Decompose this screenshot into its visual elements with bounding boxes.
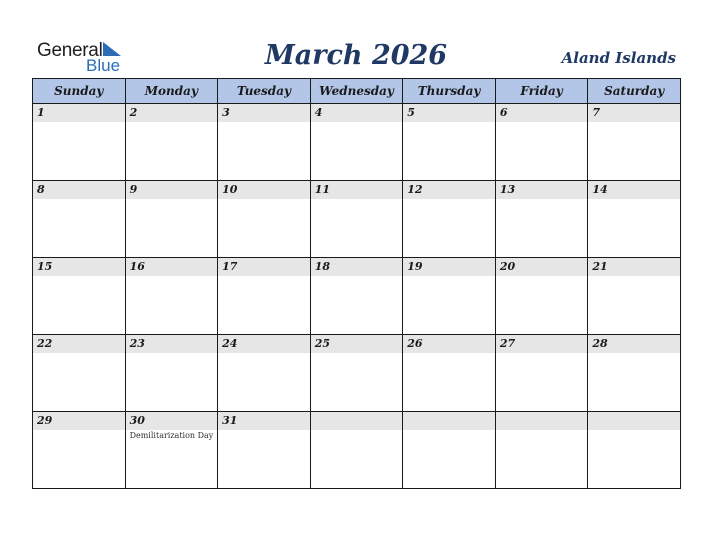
day-cell <box>125 181 218 258</box>
day-cell <box>495 104 588 181</box>
day-cell <box>403 181 496 258</box>
day-number: 4 <box>311 104 403 122</box>
day-cell <box>33 104 126 181</box>
day-number: 17 <box>218 258 310 276</box>
holiday-label: Demilitarization Day <box>129 431 214 440</box>
week-row <box>33 104 681 181</box>
day-cell <box>125 335 218 412</box>
logo-text-general: General <box>37 40 103 61</box>
day-cell <box>310 258 403 335</box>
day-number: 5 <box>403 104 495 122</box>
day-cell <box>495 181 588 258</box>
day-number: 19 <box>403 258 495 276</box>
page-title: March 2026 <box>264 40 448 71</box>
day-number: 21 <box>588 258 680 276</box>
day-number: 12 <box>403 181 495 199</box>
day-cell <box>588 335 681 412</box>
day-number: 14 <box>588 181 680 199</box>
day-number: 1 <box>33 104 125 122</box>
day-number: 20 <box>496 258 588 276</box>
day-cell <box>588 258 681 335</box>
day-cell <box>33 335 126 412</box>
day-number <box>311 412 403 430</box>
day-number: 7 <box>588 104 680 122</box>
day-cell <box>33 181 126 258</box>
day-cell <box>218 335 311 412</box>
day-number: 28 <box>588 335 680 353</box>
day-number: 11 <box>311 181 403 199</box>
day-cell <box>218 412 311 489</box>
weekday-friday: Friday <box>495 79 588 104</box>
day-cell <box>310 335 403 412</box>
day-cell <box>33 412 126 489</box>
weekday-thursday: Thursday <box>403 79 496 104</box>
day-cell <box>218 104 311 181</box>
day-cell <box>33 258 126 335</box>
day-number: 6 <box>496 104 588 122</box>
week-row <box>33 181 681 258</box>
day-number: 9 <box>126 181 218 199</box>
day-cell <box>125 412 218 489</box>
day-number: 30 <box>126 412 218 430</box>
day-cell <box>125 104 218 181</box>
day-cell <box>310 412 403 489</box>
day-number: 13 <box>496 181 588 199</box>
day-cell <box>218 258 311 335</box>
day-cell <box>588 104 681 181</box>
week-row <box>33 335 681 412</box>
day-number: 27 <box>496 335 588 353</box>
day-number: 23 <box>126 335 218 353</box>
day-number <box>588 412 680 430</box>
weekday-wednesday: Wednesday <box>310 79 403 104</box>
day-number: 24 <box>218 335 310 353</box>
day-cell <box>403 412 496 489</box>
week-row <box>33 258 681 335</box>
day-cell <box>403 258 496 335</box>
day-cell <box>310 104 403 181</box>
day-number: 25 <box>311 335 403 353</box>
day-number <box>496 412 588 430</box>
week-row <box>33 412 681 489</box>
day-number: 15 <box>33 258 125 276</box>
logo-text-blue: Blue <box>86 56 121 75</box>
day-number: 8 <box>33 181 125 199</box>
calendar-body <box>33 104 681 489</box>
day-cell <box>588 181 681 258</box>
day-cell <box>495 412 588 489</box>
calendar-grid <box>32 78 681 489</box>
day-cell <box>495 258 588 335</box>
day-cell <box>218 181 311 258</box>
day-cell <box>495 335 588 412</box>
day-number: 16 <box>126 258 218 276</box>
day-number: 10 <box>218 181 310 199</box>
weekday-header-row <box>33 79 681 104</box>
day-cell <box>310 181 403 258</box>
day-number: 29 <box>33 412 125 430</box>
weekday-tuesday: Tuesday <box>218 79 311 104</box>
country-name: Aland Islands <box>561 49 676 67</box>
day-number: 2 <box>126 104 218 122</box>
day-number: 18 <box>311 258 403 276</box>
day-number: 22 <box>33 335 125 353</box>
day-cell <box>588 412 681 489</box>
weekday-saturday: Saturday <box>588 79 681 104</box>
day-cell <box>403 335 496 412</box>
weekday-monday: Monday <box>125 79 218 104</box>
day-cell <box>403 104 496 181</box>
day-number: 31 <box>218 412 310 430</box>
day-number: 26 <box>403 335 495 353</box>
day-number <box>403 412 495 430</box>
weekday-sunday: Sunday <box>33 79 126 104</box>
day-cell <box>125 258 218 335</box>
day-number: 3 <box>218 104 310 122</box>
